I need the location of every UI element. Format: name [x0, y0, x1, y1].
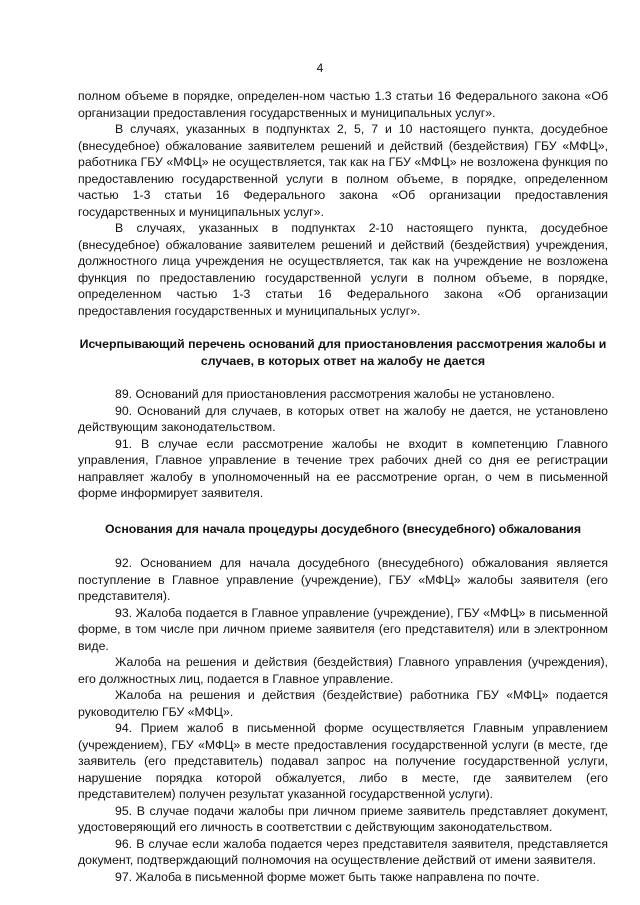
- section-heading-suspension: Исчерпывающий перечень оснований для приостановления рассмотрения жалобы и случаев, в которых ответ на жалобу не дается: [79, 337, 607, 368]
- document-body: [78, 88, 608, 885]
- paragraph-90: 90. Оснований для случаев, в которых ответ на жалобу не дается, не установлено действующим законодательством.: [78, 403, 608, 434]
- paragraph-89: 89. Оснований для приостановления рассмотрения жалобы не установлено.: [115, 387, 555, 401]
- paragraph: В случаях, указанных в подпунктах 2, 5, 7 и 10 настоящего пункта, досудебное (внесудебное) обжалование заявителем решений и действий (бездействия) ГБУ «МФЦ», работника ГБУ «МФЦ» не осуществляется, так как на ГБУ «МФЦ» не возложена функция по предоставлению государственной услуги в полном объеме, в порядке, определенном частью 1-3 статьи 16 Федерального закона «Об организации предоставления государственных и муниципальных услуг».: [78, 122, 608, 219]
- paragraph: полном объеме в порядке, определен-ном частью 1.3 статьи 16 Федерального закона «Об организации предоставления государственных и муниципальных услуг».: [78, 89, 608, 120]
- paragraph-93: 93. Жалоба подается в Главное управление (учреждение), ГБУ «МФЦ» в письменной форме, в том числе при личном приеме заявителя (его представителя) или в электронном виде.: [78, 605, 608, 653]
- paragraph: Жалоба на решения и действия (бездействия) Главного управления (учреждения), его должностных лиц, подается в Главное управление.: [78, 655, 608, 686]
- paragraph-95: 95. В случае подачи жалобы при личном приеме заявитель представляет документ, удостоверяющий его личность в соответствии с действующим законодательством.: [78, 803, 608, 834]
- paragraph-92: 92. Основанием для начала досудебного (внесудебного) обжалования является поступление в Главное управление (учреждение), ГБУ «МФЦ» жалобы заявителя (его представителя).: [78, 556, 608, 603]
- paragraph-97: 97. Жалоба в письменной форме может быть также направлена по почте.: [115, 869, 540, 884]
- page-number: 4: [316, 61, 324, 75]
- paragraph-96: 96. В случае если жалоба подается через представителя заявителя, представляется документ, подтверждающий полномочия на осуществление действий от имени заявителя.: [78, 836, 608, 867]
- paragraph: Жалоба на решения и действия (бездействие) работника ГБУ «МФЦ» подается руководителю ГБУ «МФЦ».: [78, 688, 608, 719]
- paragraph-91: 91. В случае если рассмотрение жалобы не входит в компетенцию Главного управления, Главное управление в течение трех рабочих дней со дня ее регистрации направляет жалобу в уполномоченный на ее рассмотрение орган, о чем в письменной форме информирует заявителя.: [78, 436, 608, 500]
- paragraph: В случаях, указанных в подпунктах 2-10 настоящего пункта, досудебное (внесудебное) обжалование заявителем решений и действий (бездействия) учреждения, должностного лица учреждения не осуществляется, так как на учреждение не возложена функция по предоставлению государственной услуги в полном объеме, в порядке, определенном частью 1-3 статьи 16 Федерального закона «Об организации предоставления государственных и муниципальных услуг».: [78, 221, 608, 318]
- paragraph-94: 94. Прием жалоб в письменной форме осуществляется Главным управлением (учреждением), ГБУ «МФЦ» в месте предоставления государственной услуги (в месте, где заявитель (его представитель) подавал запрос на получение государственной услуги, нарушение порядка которой обжалуется, либо в месте, где заявителем (его представителем) получен результат указанной государственной услуги).: [78, 721, 608, 801]
- section-heading-appeal-grounds: Основания для начала процедуры досудебного (внесудебного) обжалования: [104, 521, 582, 536]
